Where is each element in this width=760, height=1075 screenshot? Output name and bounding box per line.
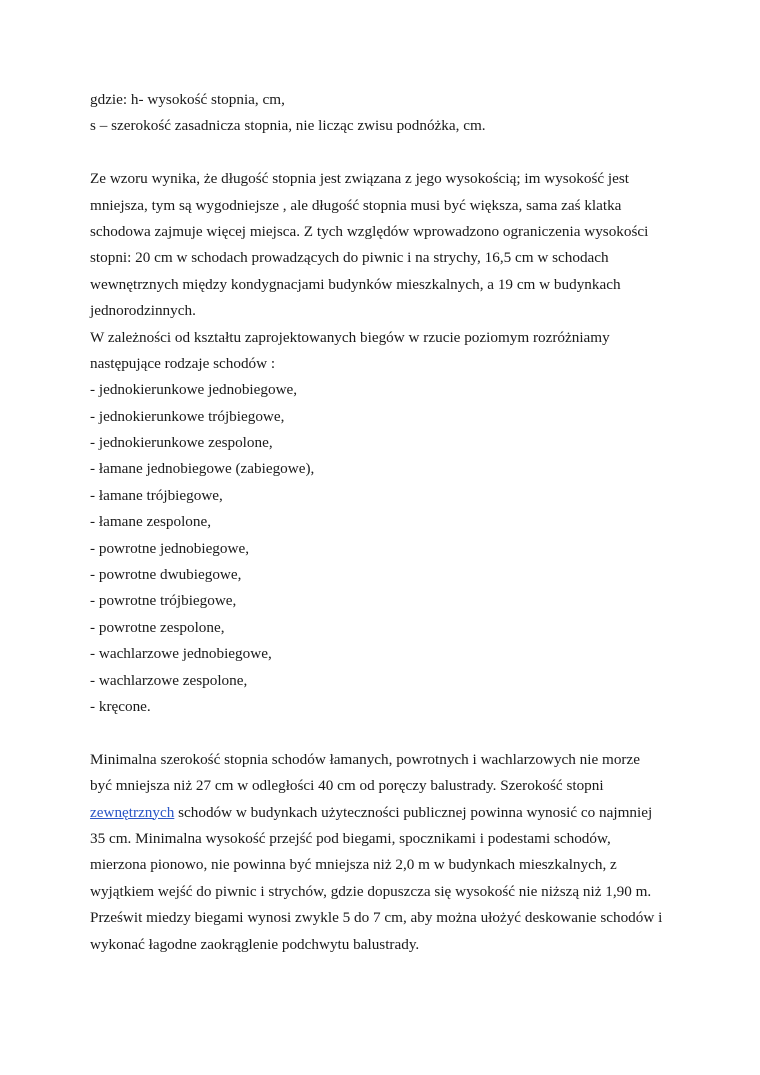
paragraph-line: W zależności od kształtu zaprojektowanych biegów w rzucie poziomym rozróżniamy xyxy=(90,328,610,346)
list-item: - powrotne trójbiegowe, xyxy=(90,592,237,610)
list-item: - wachlarzowe jednobiegowe, xyxy=(90,645,272,663)
list-item: - jednokierunkowe jednobiegowe, xyxy=(90,381,298,399)
external-stairs-link[interactable]: zewnętrznych xyxy=(90,803,175,821)
paragraph-line: 35 cm. Minimalna wysokość przejść pod biegami, spocznikami i podestami schodów, xyxy=(90,829,611,847)
list-item: - jednokierunkowe zespolone, xyxy=(90,434,273,452)
document-page xyxy=(90,87,680,958)
list-item: - powrotne zespolone, xyxy=(90,618,225,636)
list-item: - łamane zespolone, xyxy=(90,513,212,531)
stair-types-list xyxy=(90,377,680,720)
paragraph-line xyxy=(90,800,680,826)
paragraph-step-dimensions xyxy=(90,166,680,324)
paragraph-line: mniejsza, tym są wygodniejsze , ale długość stopnia musi być większa, sama zaś klatka xyxy=(90,196,622,214)
paragraph-line: być mniejsza niż 27 cm w odległości 40 cm od poręczy balustrady. Szerokość stopni xyxy=(90,777,604,795)
list-item: - powrotne dwubiegowe, xyxy=(90,566,242,584)
list-item: - łamane jednobiegowe (zabiegowe), xyxy=(90,460,315,478)
paragraph-line: Minimalna szerokość stopnia schodów łamanych, powrotnych i wachlarzowych nie morze xyxy=(90,750,640,768)
paragraph-line: wykonać łagodne zaokrąglenie podchwytu balustrady. xyxy=(90,935,420,953)
paragraph-minimum-widths xyxy=(90,747,680,958)
paragraph-line: jednorodzinnych. xyxy=(90,302,196,320)
paragraph-line: następujące rodzaje schodów : xyxy=(90,354,276,372)
paragraph-stair-types-intro xyxy=(90,325,680,378)
paragraph-line: wyjątkiem wejść do piwnic i strychów, gdzie dopuszcza się wysokość nie niższą niż 1,90 m. xyxy=(90,882,652,900)
list-item: - łamane trójbiegowe, xyxy=(90,486,223,504)
paragraph-spacer xyxy=(90,140,680,166)
paragraph-line: schodowa zajmuje więcej miejsca. Z tych względów wprowadzono ograniczenia wysokości xyxy=(90,222,649,240)
paragraph-line: Prześwit miedzy biegami wynosi zwykle 5 do 7 cm, aby można ułożyć deskowanie schodów i xyxy=(90,909,663,927)
paragraph-line: mierzona pionowo, nie powinna być mniejsza niż 2,0 m w budynkach mieszkalnych, z xyxy=(90,856,617,874)
paragraph-spacer xyxy=(90,720,680,746)
definition-s: s – szerokość zasadnicza stopnia, nie licząc zwisu podnóżka, cm. xyxy=(90,117,486,135)
list-item: - powrotne jednobiegowe, xyxy=(90,539,250,557)
list-item: - jednokierunkowe trójbiegowe, xyxy=(90,407,285,425)
list-item: - kręcone. xyxy=(90,697,151,715)
paragraph-line: stopni: 20 cm w schodach prowadzących do piwnic i na strychy, 16,5 cm w schodach xyxy=(90,249,609,267)
paragraph-line: Ze wzoru wynika, że długość stopnia jest związana z jego wysokością; im wysokość jest xyxy=(90,170,630,188)
paragraph-line: wewnętrznych między kondygnacjami budynków mieszkalnych, a 19 cm w budynkach xyxy=(90,275,621,293)
list-item: - wachlarzowe zespolone, xyxy=(90,671,248,689)
definition-h: gdzie: h- wysokość stopnia, cm, xyxy=(90,91,285,108)
paragraph-line-rest: schodów w budynkach użyteczności publicznej powinna wynosić co najmniej xyxy=(174,803,653,821)
